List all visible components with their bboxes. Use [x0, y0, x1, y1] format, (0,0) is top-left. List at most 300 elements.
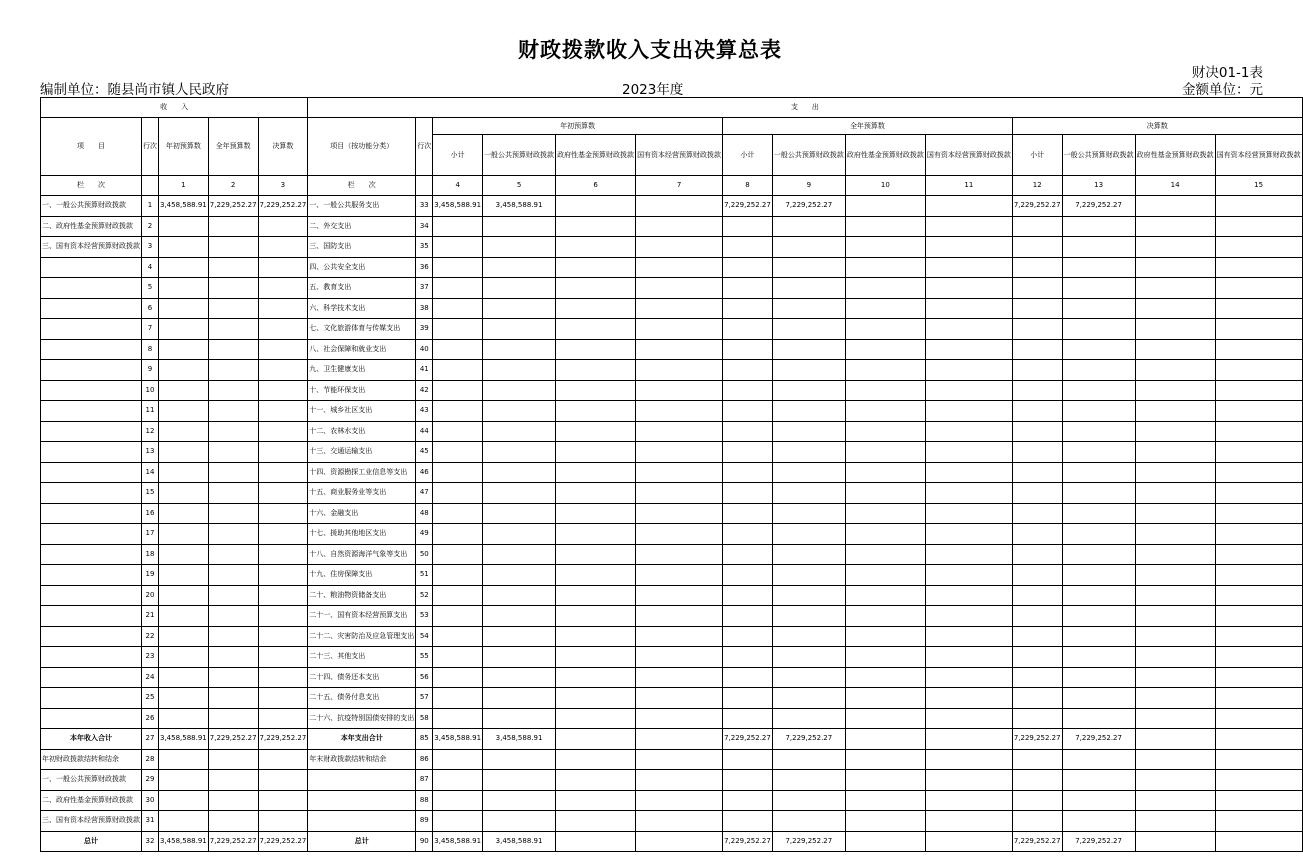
- expense-amount: [723, 811, 773, 832]
- expense-amount: [636, 319, 723, 340]
- income-line-no: 19: [142, 565, 159, 586]
- table-row: [41, 831, 1303, 852]
- expense-amount: [1215, 298, 1302, 319]
- expense-amount: [1135, 339, 1215, 360]
- income-amount: [159, 708, 209, 729]
- income-item: [41, 278, 142, 299]
- expense-amount: [1215, 667, 1302, 688]
- expense-amount: [845, 442, 925, 463]
- expense-amount: [483, 401, 556, 422]
- income-line-no: 16: [142, 503, 159, 524]
- expense-amount: [845, 462, 925, 483]
- expense-amount: [483, 421, 556, 442]
- income-line-no: 31: [142, 811, 159, 832]
- expense-item: 总计: [308, 831, 416, 852]
- expense-amount: [1062, 626, 1135, 647]
- expense-amount: [1135, 360, 1215, 381]
- expense-amount: [845, 257, 925, 278]
- expense-item: 十二、农林水支出: [308, 421, 416, 442]
- income-amount: [159, 360, 209, 381]
- expense-amount: [433, 421, 483, 442]
- expense-amount: [1012, 216, 1062, 237]
- expense-amount: [433, 462, 483, 483]
- expense-line-no: 46: [416, 462, 433, 483]
- expense-amount: [636, 237, 723, 258]
- expense-amount: 7,229,252.27: [723, 196, 773, 217]
- income-amount: [159, 647, 209, 668]
- expense-amount: [636, 380, 723, 401]
- table-row: [41, 196, 1303, 217]
- expense-line-no: 54: [416, 626, 433, 647]
- expense-amount: [1215, 729, 1302, 750]
- column-number: 15: [1215, 176, 1302, 196]
- income-item: [41, 298, 142, 319]
- income-amount: [258, 319, 308, 340]
- income-item: [41, 544, 142, 565]
- expense-amount: [1062, 811, 1135, 832]
- expense-column-no-blank: [416, 176, 433, 196]
- expense-amount: [1062, 483, 1135, 504]
- expense-amount: [723, 401, 773, 422]
- table-row: [41, 360, 1303, 381]
- expense-amount: [636, 278, 723, 299]
- expense-amount: [845, 626, 925, 647]
- expense-amount: [772, 626, 845, 647]
- expense-full-year-budget-header: 全年预算数: [723, 118, 1013, 135]
- income-item: [41, 647, 142, 668]
- expense-amount: [845, 278, 925, 299]
- expense-amount: [636, 647, 723, 668]
- income-amount: [159, 483, 209, 504]
- table-row: [41, 790, 1303, 811]
- expense-amount: [723, 421, 773, 442]
- income-amount: [258, 708, 308, 729]
- expense-amount: [925, 237, 1012, 258]
- expense-line-no: 36: [416, 257, 433, 278]
- income-initial-budget-header: 年初预算数: [159, 118, 209, 176]
- expense-item: 三、国防支出: [308, 237, 416, 258]
- expense-amount: [1215, 606, 1302, 627]
- income-amount: [208, 585, 258, 606]
- income-amount: [159, 626, 209, 647]
- table-row: [41, 421, 1303, 442]
- expense-amount: [772, 585, 845, 606]
- expense-amount: [772, 216, 845, 237]
- expense-amount: [845, 380, 925, 401]
- expense-amount: [925, 503, 1012, 524]
- expense-amount: [772, 647, 845, 668]
- expense-amount: [723, 503, 773, 524]
- income-item: [41, 401, 142, 422]
- expense-amount: [1062, 770, 1135, 791]
- expense-full-year-subtotal-header: 小计: [723, 135, 773, 176]
- expense-amount: [1215, 339, 1302, 360]
- expense-amount: [433, 585, 483, 606]
- expense-amount: [1062, 278, 1135, 299]
- income-amount: [258, 606, 308, 627]
- expense-amount: [723, 585, 773, 606]
- expense-item: 一、一般公共服务支出: [308, 196, 416, 217]
- expense-amount: [1135, 237, 1215, 258]
- table-row: [41, 565, 1303, 586]
- expense-item: 十六、金融支出: [308, 503, 416, 524]
- table-row: [41, 503, 1303, 524]
- page-title: 财政拨款收入支出决算总表: [518, 38, 782, 62]
- income-item: [41, 565, 142, 586]
- expense-amount: [723, 647, 773, 668]
- expense-amount: [433, 360, 483, 381]
- expense-amount: [1062, 462, 1135, 483]
- expense-amount: [925, 565, 1012, 586]
- income-line-no: 1: [142, 196, 159, 217]
- expense-amount: [636, 565, 723, 586]
- expense-amount: [433, 237, 483, 258]
- income-line-no: 3: [142, 237, 159, 258]
- column-number: 1: [159, 176, 209, 196]
- expense-amount: 7,229,252.27: [772, 729, 845, 750]
- expense-amount: [636, 790, 723, 811]
- expense-amount: [723, 667, 773, 688]
- expense-amount: [845, 770, 925, 791]
- expense-amount: [723, 565, 773, 586]
- expense-amount: [1062, 380, 1135, 401]
- expense-amount: [723, 462, 773, 483]
- expense-line-no: 34: [416, 216, 433, 237]
- income-amount: [159, 339, 209, 360]
- expense-amount: [483, 503, 556, 524]
- expense-item: 十三、交通运输支出: [308, 442, 416, 463]
- column-number: 2: [208, 176, 258, 196]
- expense-amount: [636, 708, 723, 729]
- income-amount: [208, 790, 258, 811]
- column-number: 11: [925, 176, 1012, 196]
- expense-amount: [925, 483, 1012, 504]
- expense-line-no: 47: [416, 483, 433, 504]
- expense-amount: [772, 462, 845, 483]
- column-number: 13: [1062, 176, 1135, 196]
- expense-amount: [1012, 524, 1062, 545]
- expense-amount: [483, 770, 556, 791]
- income-amount: [258, 483, 308, 504]
- expense-amount: 7,229,252.27: [772, 831, 845, 852]
- table-row: [41, 298, 1303, 319]
- expense-amount: [1135, 544, 1215, 565]
- income-line-no: 25: [142, 688, 159, 709]
- expense-amount: [1012, 811, 1062, 832]
- expense-item: 十九、住房保障支出: [308, 565, 416, 586]
- expense-amount: [925, 360, 1012, 381]
- expense-amount: [483, 339, 556, 360]
- income-amount: [258, 790, 308, 811]
- column-number: 10: [845, 176, 925, 196]
- expense-amount: [772, 257, 845, 278]
- expense-amount: [1215, 544, 1302, 565]
- expense-initial-state-capital-header: 国有资本经营预算财政拨款: [636, 135, 723, 176]
- expense-amount: [723, 749, 773, 770]
- expense-amount: [772, 790, 845, 811]
- expense-line-no: 45: [416, 442, 433, 463]
- expense-item: 十八、自然资源海洋气象等支出: [308, 544, 416, 565]
- income-amount: [159, 585, 209, 606]
- expense-header: 支 出: [308, 98, 1302, 118]
- expense-amount: [925, 298, 1012, 319]
- expense-amount: [556, 421, 636, 442]
- expense-line-no: 48: [416, 503, 433, 524]
- expense-line-no: 38: [416, 298, 433, 319]
- expense-amount: [556, 524, 636, 545]
- income-amount: [258, 503, 308, 524]
- expense-amount: [1215, 196, 1302, 217]
- expense-amount: [1215, 462, 1302, 483]
- income-item: [41, 503, 142, 524]
- income-amount: [258, 544, 308, 565]
- expense-amount: [1215, 483, 1302, 504]
- expense-amount: [1135, 708, 1215, 729]
- expense-amount: [483, 278, 556, 299]
- table-row: [41, 647, 1303, 668]
- expense-amount: [772, 708, 845, 729]
- expense-amount: [636, 442, 723, 463]
- expense-amount: [772, 688, 845, 709]
- expense-amount: [636, 688, 723, 709]
- income-amount: [258, 298, 308, 319]
- income-amount: [159, 667, 209, 688]
- expense-amount: [636, 626, 723, 647]
- reporting-unit: 编制单位：随县尚市镇人民政府: [40, 82, 229, 98]
- expense-amount: [723, 626, 773, 647]
- column-number: 8: [723, 176, 773, 196]
- income-amount: [258, 278, 308, 299]
- expense-line-header: 行次: [416, 118, 433, 176]
- expense-amount: [1135, 790, 1215, 811]
- table-row: [41, 442, 1303, 463]
- income-item: [41, 339, 142, 360]
- expense-amount: [925, 585, 1012, 606]
- expense-amount: [636, 831, 723, 852]
- income-line-no: 23: [142, 647, 159, 668]
- income-amount: [258, 811, 308, 832]
- income-amount: [208, 319, 258, 340]
- fiscal-year: 2023年度: [622, 82, 684, 98]
- income-amount: [159, 462, 209, 483]
- expense-amount: [483, 647, 556, 668]
- expense-amount: [433, 626, 483, 647]
- expense-amount: [483, 688, 556, 709]
- income-amount: 7,229,252.27: [208, 196, 258, 217]
- expense-amount: [556, 647, 636, 668]
- expense-amount: [1012, 770, 1062, 791]
- expense-amount: [845, 688, 925, 709]
- expense-amount: [772, 811, 845, 832]
- expense-amount: [772, 749, 845, 770]
- expense-amount: [772, 339, 845, 360]
- expense-amount: [1215, 790, 1302, 811]
- expense-amount: [925, 811, 1012, 832]
- expense-amount: [1215, 565, 1302, 586]
- expense-initial-general-public-header: 一般公共预算财政拨款: [483, 135, 556, 176]
- income-item: 一、一般公共预算财政拨款: [41, 770, 142, 791]
- income-column-no-label: 栏 次: [41, 176, 142, 196]
- expense-amount: [636, 770, 723, 791]
- income-amount: [208, 524, 258, 545]
- expense-amount: [556, 339, 636, 360]
- expense-amount: [1215, 216, 1302, 237]
- table-row: [41, 257, 1303, 278]
- expense-amount: [556, 278, 636, 299]
- income-item: [41, 708, 142, 729]
- income-item: [41, 442, 142, 463]
- income-line-no: 7: [142, 319, 159, 340]
- expense-amount: [636, 729, 723, 750]
- expense-amount: [925, 729, 1012, 750]
- expense-amount: [925, 544, 1012, 565]
- expense-amount: [483, 298, 556, 319]
- expense-amount: [483, 462, 556, 483]
- income-line-no: 27: [142, 729, 159, 750]
- income-column-no-blank: [142, 176, 159, 196]
- expense-amount: [433, 544, 483, 565]
- income-item: [41, 626, 142, 647]
- expense-amount: [556, 360, 636, 381]
- expense-amount: [772, 237, 845, 258]
- income-item: 一、一般公共预算财政拨款: [41, 196, 142, 217]
- income-amount: [258, 626, 308, 647]
- expense-amount: [433, 216, 483, 237]
- expense-line-no: 89: [416, 811, 433, 832]
- income-line-no: 10: [142, 380, 159, 401]
- expense-amount: [925, 647, 1012, 668]
- expense-item: 五、教育支出: [308, 278, 416, 299]
- expense-final-gov-fund-header: 政府性基金预算财政拨款: [1135, 135, 1215, 176]
- income-amount: [208, 339, 258, 360]
- income-amount: [208, 360, 258, 381]
- expense-amount: [636, 462, 723, 483]
- income-amount: [258, 585, 308, 606]
- income-line-no: 26: [142, 708, 159, 729]
- income-amount: [159, 319, 209, 340]
- expense-line-no: 57: [416, 688, 433, 709]
- expense-amount: [1012, 360, 1062, 381]
- expense-amount: [845, 524, 925, 545]
- income-amount: [258, 360, 308, 381]
- expense-amount: [1062, 421, 1135, 442]
- expense-amount: [772, 483, 845, 504]
- expense-amount: [845, 647, 925, 668]
- income-line-no: 22: [142, 626, 159, 647]
- expense-amount: [925, 831, 1012, 852]
- expense-amount: 7,229,252.27: [723, 831, 773, 852]
- expense-line-no: 50: [416, 544, 433, 565]
- expense-amount: [772, 421, 845, 442]
- income-line-no: 30: [142, 790, 159, 811]
- income-item: [41, 462, 142, 483]
- income-amount: [258, 339, 308, 360]
- expense-amount: [433, 503, 483, 524]
- expense-amount: 3,458,588.91: [483, 831, 556, 852]
- income-amount: [258, 749, 308, 770]
- income-amount: [208, 647, 258, 668]
- expense-line-no: 55: [416, 647, 433, 668]
- expense-amount: 3,458,588.91: [433, 729, 483, 750]
- income-line-no: 18: [142, 544, 159, 565]
- income-amount: [258, 462, 308, 483]
- expense-amount: [433, 688, 483, 709]
- expense-amount: [723, 544, 773, 565]
- expense-amount: [723, 257, 773, 278]
- expense-amount: [925, 626, 1012, 647]
- expense-amount: [845, 708, 925, 729]
- expense-amount: [845, 360, 925, 381]
- expense-item: 二十二、灾害防治及应急管理支出: [308, 626, 416, 647]
- expense-amount: [845, 339, 925, 360]
- expense-item: 二十四、债务还本支出: [308, 667, 416, 688]
- expense-amount: [556, 462, 636, 483]
- expense-amount: [925, 401, 1012, 422]
- expense-amount: [1012, 237, 1062, 258]
- expense-amount: [1012, 708, 1062, 729]
- expense-amount: [1135, 770, 1215, 791]
- expense-amount: [1012, 503, 1062, 524]
- expense-amount: [772, 606, 845, 627]
- expense-amount: [845, 483, 925, 504]
- expense-amount: [1135, 524, 1215, 545]
- expense-amount: [556, 811, 636, 832]
- income-amount: 3,458,588.91: [159, 831, 209, 852]
- expense-amount: [1135, 401, 1215, 422]
- income-item: [41, 483, 142, 504]
- expense-amount: [1062, 524, 1135, 545]
- expense-amount: [1135, 647, 1215, 668]
- expense-amount: [1215, 626, 1302, 647]
- expense-amount: [1135, 585, 1215, 606]
- expense-amount: [1012, 319, 1062, 340]
- income-item: 本年收入合计: [41, 729, 142, 750]
- expense-amount: [925, 667, 1012, 688]
- expense-amount: [433, 565, 483, 586]
- expense-amount: [845, 503, 925, 524]
- expense-amount: [636, 401, 723, 422]
- expense-amount: [433, 319, 483, 340]
- expense-amount: [1062, 442, 1135, 463]
- table-row: [41, 380, 1303, 401]
- income-line-no: 20: [142, 585, 159, 606]
- expense-amount: [556, 770, 636, 791]
- expense-amount: [636, 196, 723, 217]
- expense-final-subtotal-header: 小计: [1012, 135, 1062, 176]
- expense-amount: [483, 360, 556, 381]
- expense-amount: [845, 544, 925, 565]
- income-amount: [208, 770, 258, 791]
- expense-amount: [845, 196, 925, 217]
- column-number: 4: [433, 176, 483, 196]
- expense-amount: [1135, 565, 1215, 586]
- expense-amount: [723, 360, 773, 381]
- expense-item: 十、节能环保支出: [308, 380, 416, 401]
- expense-amount: [772, 770, 845, 791]
- table-row: [41, 401, 1303, 422]
- expense-initial-subtotal-header: 小计: [433, 135, 483, 176]
- income-item: [41, 667, 142, 688]
- expense-amount: [1135, 298, 1215, 319]
- expense-amount: [1135, 831, 1215, 852]
- income-amount: [258, 647, 308, 668]
- income-item: [41, 421, 142, 442]
- income-amount: [208, 421, 258, 442]
- income-amount: [258, 688, 308, 709]
- expense-amount: [1012, 483, 1062, 504]
- expense-amount: [845, 667, 925, 688]
- expense-item: 四、公共安全支出: [308, 257, 416, 278]
